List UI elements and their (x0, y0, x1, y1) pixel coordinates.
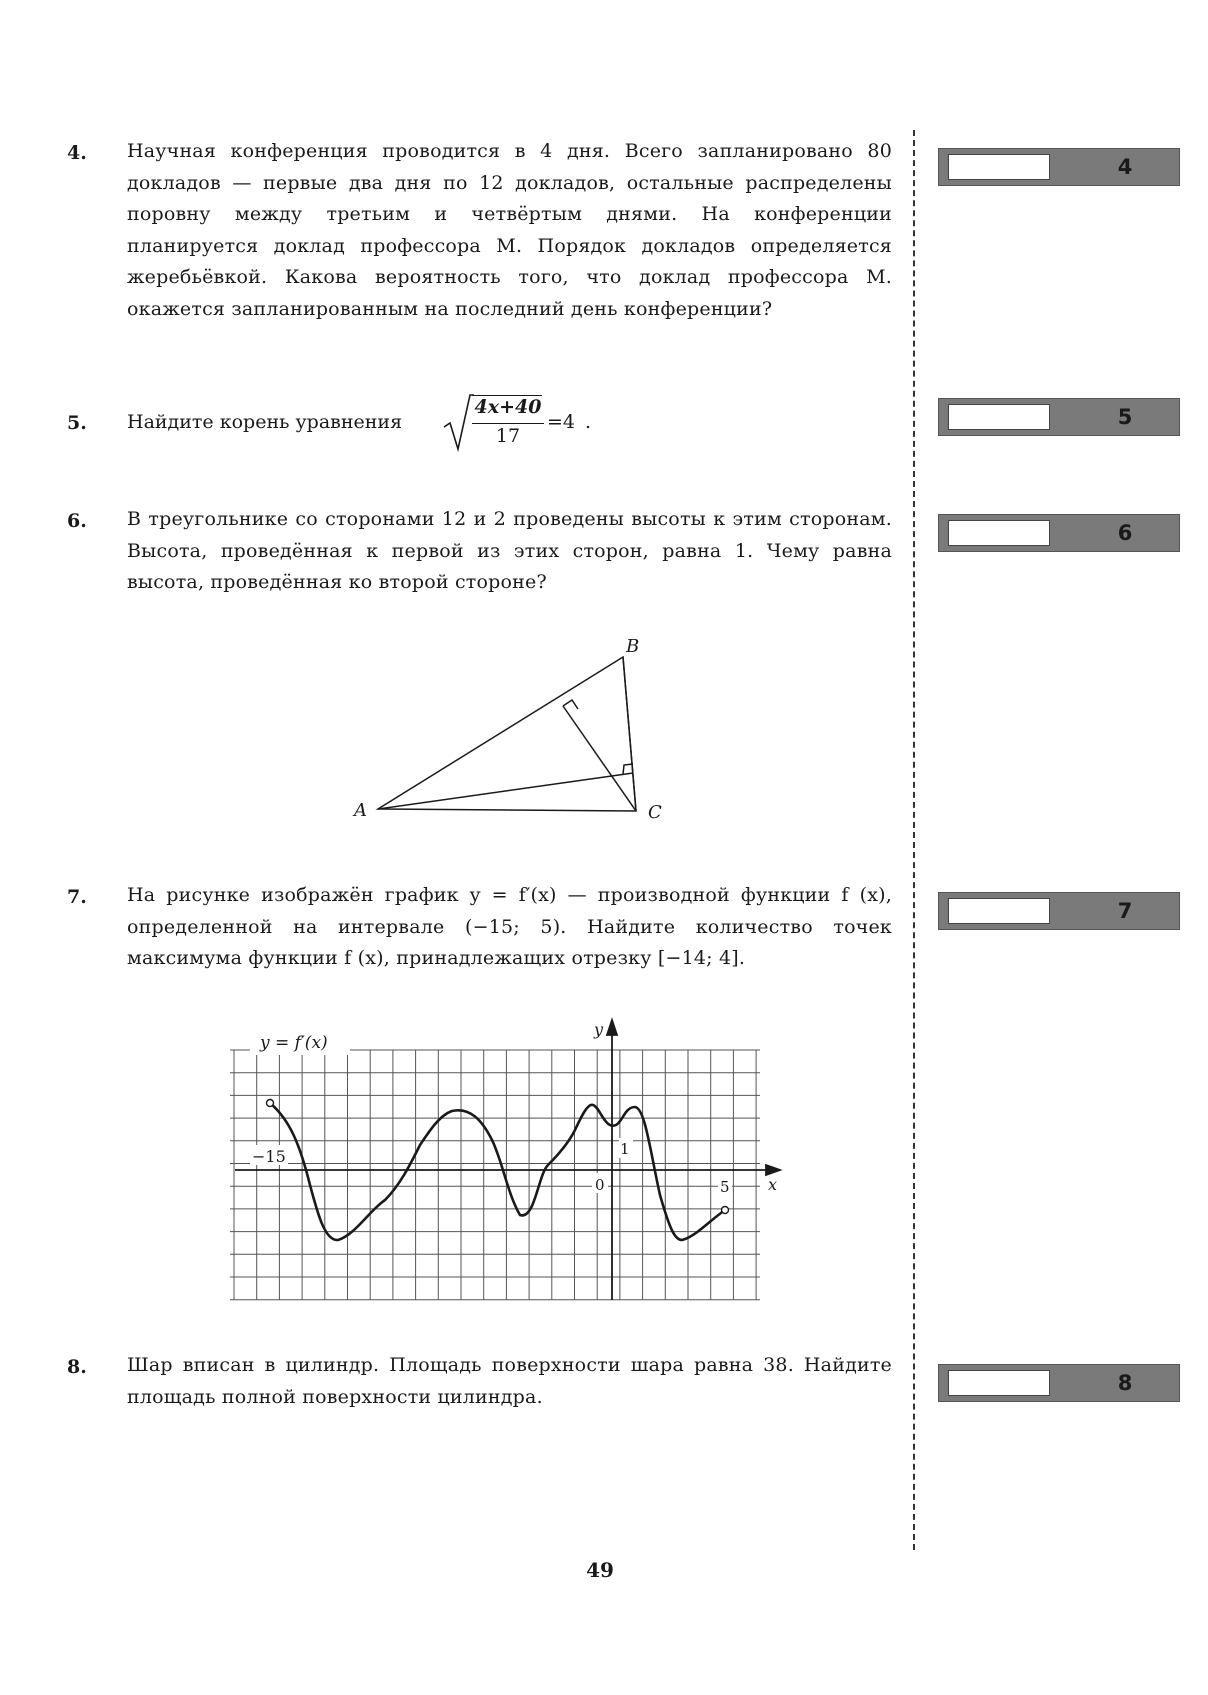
fraction-bar (472, 423, 544, 424)
tick-zero: 0 (595, 1176, 605, 1194)
task-7-text: На рисунке изображён график y = f′(x) — производной функции f (x), определенной на интервале (−15; 5). Найдите количество точек максимума функции f (x), принадлежащих отрезку [−14; 4]. (127, 884, 892, 969)
tick-one: 1 (620, 1140, 630, 1158)
altitude-from-b (623, 657, 636, 811)
task-4-number: 4. (67, 142, 87, 164)
task-5-prompt: Найдите корень уравнения (127, 411, 403, 433)
y-axis-arrow (607, 1020, 617, 1035)
curve-endpoint-right (722, 1207, 729, 1214)
task-4-text: Научная конференция проводится в 4 дня. Всего запланировано 80 докладов — первые два дня по 12 докладов, остальные распределены поровну между третьим и четвёртым днями. На конференции планируется доклад профессора М. Порядок докладов определяется жеребьёвкой. Какова вероятность того, что доклад профессора М. окажется запланированным на последний день конференции? (127, 140, 892, 320)
derivative-graph (230, 1015, 790, 1305)
answer-field-5[interactable] (948, 404, 1050, 430)
answer-label-7: 7 (1117, 899, 1133, 923)
task-8-number: 8. (67, 1356, 87, 1378)
vertex-c-label: C (648, 802, 662, 823)
tick-minus15: −15 (252, 1147, 286, 1166)
tick-five: 5 (720, 1178, 730, 1196)
answer-box-6 (938, 514, 1180, 552)
answer-field-7[interactable] (948, 898, 1050, 924)
triangle-figure (340, 628, 670, 828)
equation-rhs: =4 (547, 411, 576, 433)
answer-field-6[interactable] (948, 520, 1050, 546)
task-6-text: В треугольнике со сторонами 12 и 2 проведены высоты к этим сторонам. Высота, проведённая к первой из этих сторон, равна 1. Чему равна высота, проведённая ко второй стороне? (127, 508, 892, 593)
vertex-b-label: B (626, 636, 640, 657)
cut-line (913, 130, 915, 1550)
answer-field-4[interactable] (948, 154, 1050, 180)
answer-label-4: 4 (1117, 155, 1133, 179)
x-axis-label: x (768, 1175, 778, 1194)
answer-label-5: 5 (1117, 405, 1133, 429)
x-axis-arrow (766, 1165, 780, 1175)
axes (235, 1020, 780, 1300)
right-angle-mark-1 (563, 700, 578, 709)
answer-label-6: 6 (1117, 521, 1133, 545)
answer-box-4 (938, 148, 1180, 186)
answer-box-8 (938, 1364, 1180, 1402)
task-5-number: 5. (67, 412, 87, 434)
sqrt-sign (442, 393, 474, 453)
task-7-number: 7. (67, 886, 87, 908)
y-axis-label: y (594, 1020, 604, 1039)
curve-endpoint-left (267, 1100, 274, 1107)
vertex-a-label: A (354, 800, 367, 821)
graph-grid (230, 1050, 760, 1300)
fraction-denominator: 17 (495, 425, 521, 447)
answer-box-5 (938, 398, 1180, 436)
derivative-curve (270, 1103, 725, 1240)
fraction-numerator: 4x+40 (474, 396, 542, 418)
equation-period: . (585, 411, 592, 433)
task-8-text: Шар вписан в цилиндр. Площадь поверхности шара равна 38. Найдите площадь полной поверхности цилиндра. (127, 1354, 892, 1408)
answer-label-8: 8 (1117, 1371, 1133, 1395)
answer-box-7 (938, 892, 1180, 930)
altitude-from-a (378, 773, 633, 809)
task-6-number: 6. (67, 510, 87, 532)
triangle-abc (378, 657, 636, 811)
altitude-from-c (563, 706, 636, 811)
page-number: 49 (586, 1558, 614, 1582)
answer-field-8[interactable] (948, 1370, 1050, 1396)
func-label: y = f′(x) (260, 1033, 328, 1053)
